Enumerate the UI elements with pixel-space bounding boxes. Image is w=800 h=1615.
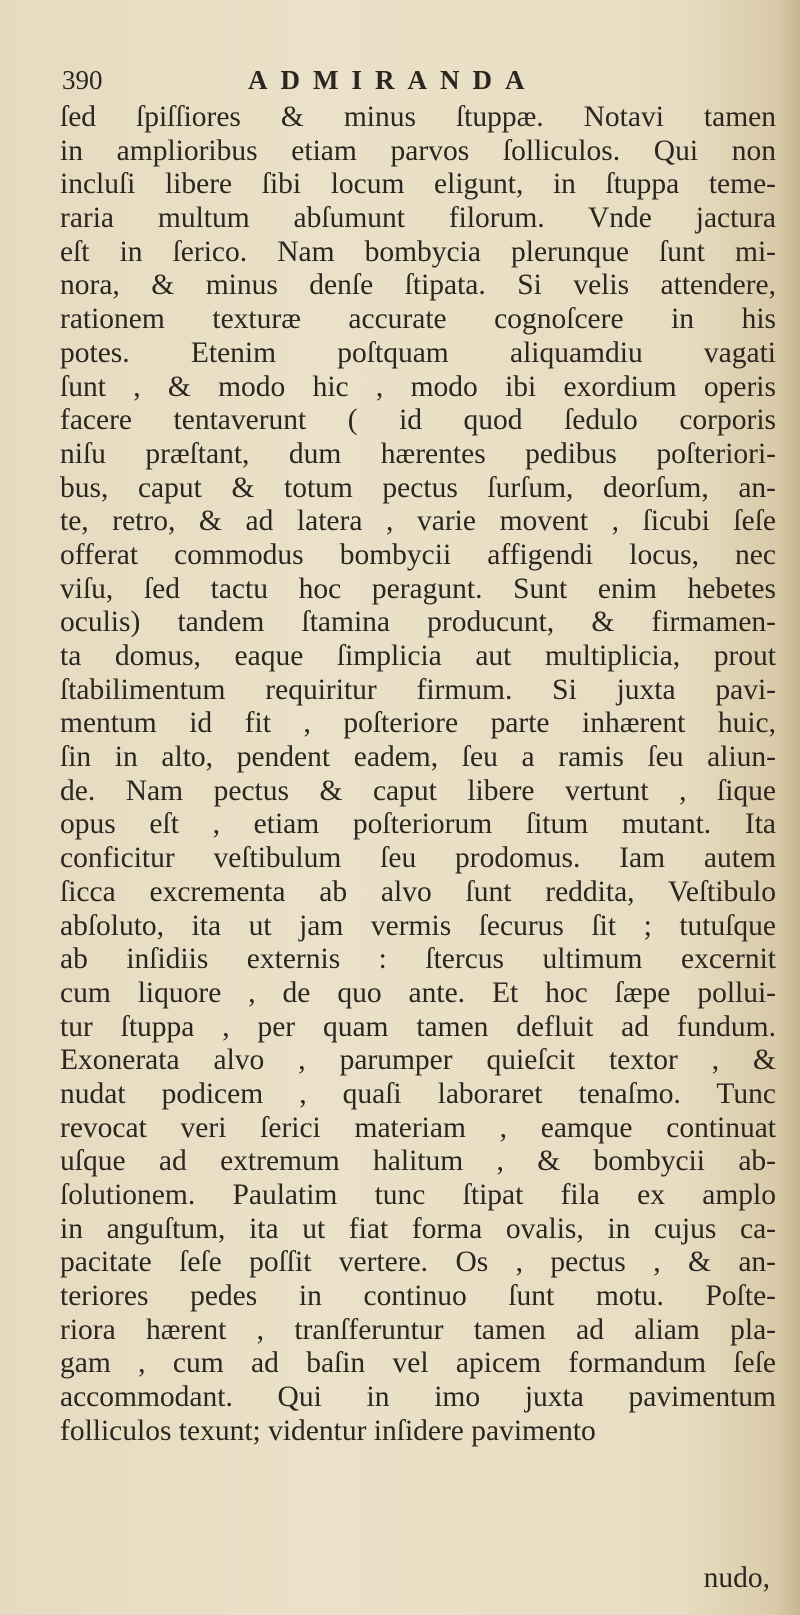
text-line: ſtabilimentum requiritur firmum. Si juxta pavi- bbox=[60, 673, 776, 706]
text-line: ta domus, eaque ſimplicia aut multiplicia, prout bbox=[60, 640, 776, 672]
text-line: revocat veri ſerici materiam , eamque continuat bbox=[60, 1111, 776, 1144]
text-line: ab inſidiis externis : ſtercus ultimum excernit bbox=[60, 943, 776, 976]
text-line: viſu, ſed tactu hoc peragunt. Sunt enim hebetes bbox=[60, 572, 776, 605]
text-line: pacitate ſeſe poſſit vertere. Os , pectus , & an- bbox=[60, 1246, 776, 1279]
text-line: raria multum abſumunt filorum. Vnde jactura bbox=[60, 202, 776, 235]
text-line: mentum id fit , poſteriore parte inhærent huic, bbox=[60, 707, 776, 740]
text-line: in amplioribus etiam parvos ſolliculos. Qui non bbox=[60, 134, 776, 167]
text-line: ſin in alto, pendent eadem, ſeu a ramis ſeu aliun- bbox=[60, 741, 776, 774]
text-line: cum liquore , de quo ante. Et hoc ſæpe pollui- bbox=[60, 976, 776, 1009]
page-number: 390 bbox=[62, 65, 103, 95]
text-line: tur ſtuppa , per quam tamen defluit ad fundum. bbox=[60, 1010, 776, 1043]
text-line: ſunt , & modo hic , modo ibi exordium operis bbox=[60, 370, 776, 403]
text-line: rationem texturæ accurate cognoſcere in his bbox=[60, 303, 776, 336]
text-line: incluſi libere ſibi locum eligunt, in ſtuppa teme- bbox=[60, 168, 776, 201]
text-line: te, retro, & ad latera , varie movent , ſicubi ſeſe bbox=[60, 505, 776, 538]
text-line: abſoluto, ita ut jam vermis ſecurus ſit ; tutuſque bbox=[60, 909, 776, 942]
text-line: nudat podicem , quaſi laboraret tenaſmo. Tunc bbox=[60, 1077, 776, 1110]
text-line: niſu præſtant, dum hærentes pedibus poſteriori- bbox=[60, 437, 776, 470]
text-line: uſque ad extremum halitum , & bombycii ab- bbox=[60, 1145, 776, 1178]
running-head: ADMIRANDA bbox=[248, 65, 538, 95]
text-line: ſolutionem. Paulatim tunc ſtipat fila ex amplo bbox=[60, 1179, 776, 1211]
text-line: riora hærent , tranſferuntur tamen ad aliam pla- bbox=[60, 1313, 776, 1346]
text-line: facere tentaverunt ( id quod ſedulo corporis bbox=[60, 404, 776, 437]
text-line: opus eſt , etiam poſteriorum ſitum mutant. Ita bbox=[60, 808, 776, 841]
text-line: eſt in ſerico. Nam bombycia plerunque ſunt mi- bbox=[60, 235, 776, 268]
text-line: in anguſtum, ita ut fiat forma ovalis, in cujus ca- bbox=[60, 1212, 776, 1245]
text-line: ſicca excrementa ab alvo ſunt reddita, Veſtibulo bbox=[60, 875, 776, 908]
body-text bbox=[60, 101, 776, 1449]
page-header bbox=[62, 62, 762, 98]
text-line: nora, & minus denſe ſtipata. Si velis attendere, bbox=[60, 269, 776, 302]
text-line: gam , cum ad baſin vel apicem formandum ſeſe bbox=[60, 1347, 776, 1380]
text-line: bus, caput & totum pectus ſurſum, deorſum, an- bbox=[60, 471, 776, 504]
text-line: folliculos texunt; videntur inſidere pavimento bbox=[60, 1414, 596, 1447]
text-line: potes. Etenim poſtquam aliquamdiu vagati bbox=[60, 336, 776, 369]
text-line: ſed ſpiſſiores & minus ſtuppæ. Notavi tamen bbox=[60, 101, 776, 133]
catchword: nudo, bbox=[703, 1562, 770, 1594]
text-line: accommodant. Qui in imo juxta pavimentum bbox=[60, 1381, 776, 1414]
text-line: de. Nam pectus & caput libere vertunt , ſique bbox=[60, 774, 776, 807]
text-line: conficitur veſtibulum ſeu prodomus. Iam autem bbox=[60, 842, 776, 875]
text-line: teriores pedes in continuo ſunt motu. Poſte- bbox=[60, 1280, 776, 1313]
text-line: Exonerata alvo , parumper quieſcit textor , & bbox=[60, 1044, 776, 1077]
text-line: oculis) tandem ſtamina producunt, & firmamen- bbox=[60, 606, 776, 639]
text-line: offerat commodus bombycii affigendi locus, nec bbox=[60, 538, 776, 571]
